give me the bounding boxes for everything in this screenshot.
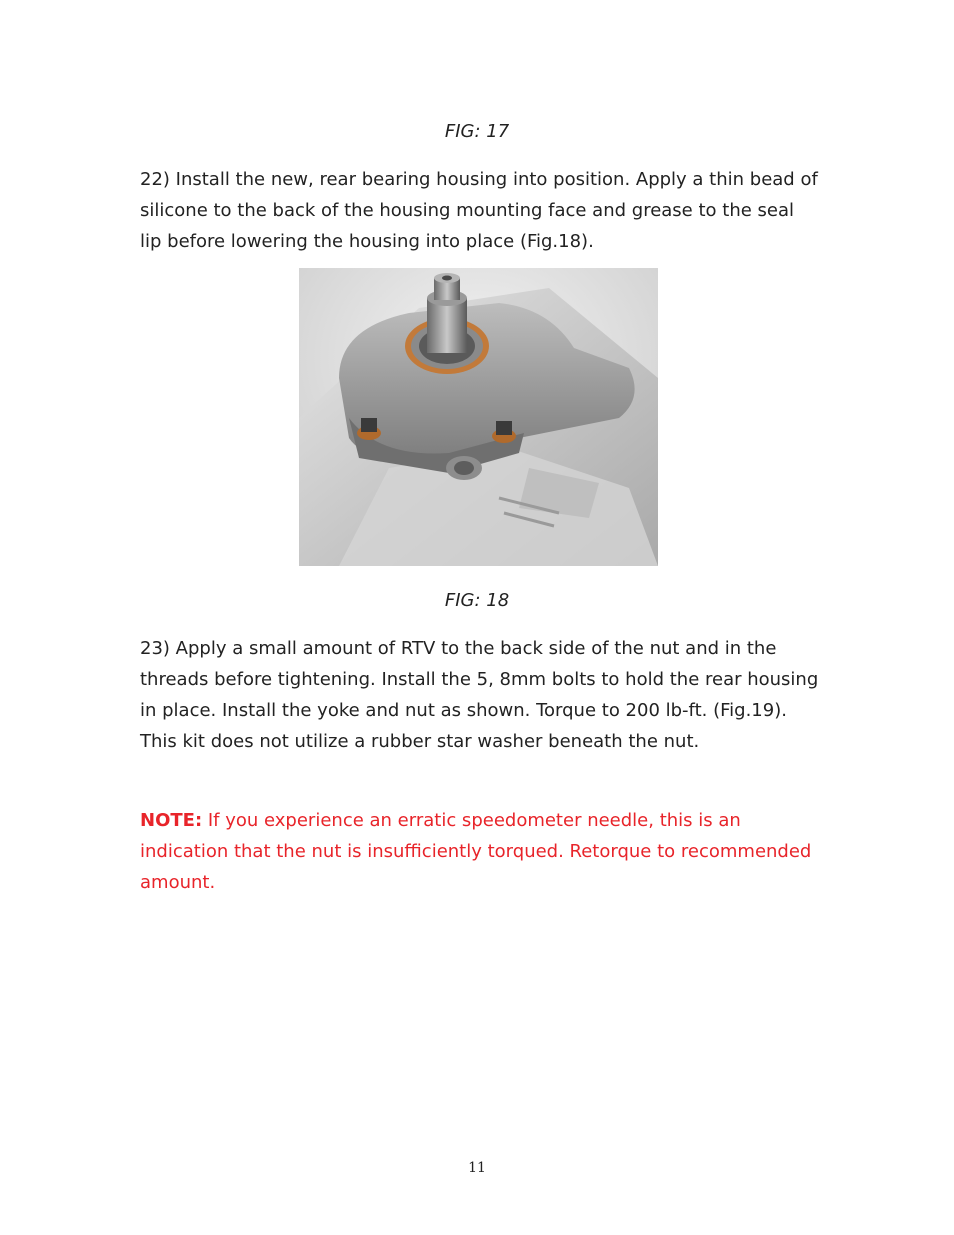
note-paragraph [140, 805, 820, 898]
fig18-caption: FIG: 18 [444, 590, 510, 611]
note-label: NOTE: [140, 810, 203, 831]
note-text: If you experience an erratic speedometer needle, this is an indication that the nut is insufficiently torqued. Retorque to recommended amount. [140, 810, 812, 893]
step-22-paragraph: 22) Install the new, rear bearing housing into position. Apply a thin bead of silicone to the back of the housing mounting face and grease to the seal lip before lowering the housing into place (Fig.18). [140, 169, 818, 252]
page-number: 11 [468, 1160, 486, 1176]
rear-bearing-housing-illustration [299, 268, 658, 566]
fig17-caption: FIG: 17 [444, 121, 510, 142]
fig18-photo [299, 268, 658, 566]
step-23-paragraph: 23) Apply a small amount of RTV to the back side of the nut and in the threads before tightening. Install the 5, 8mm bolts to hold the rear housing in place. Install the yoke and nut as shown. Torque to 200 lb-ft. (Fig.19). This kit does not utilize a rubber star washer beneath the nut. [140, 638, 819, 752]
